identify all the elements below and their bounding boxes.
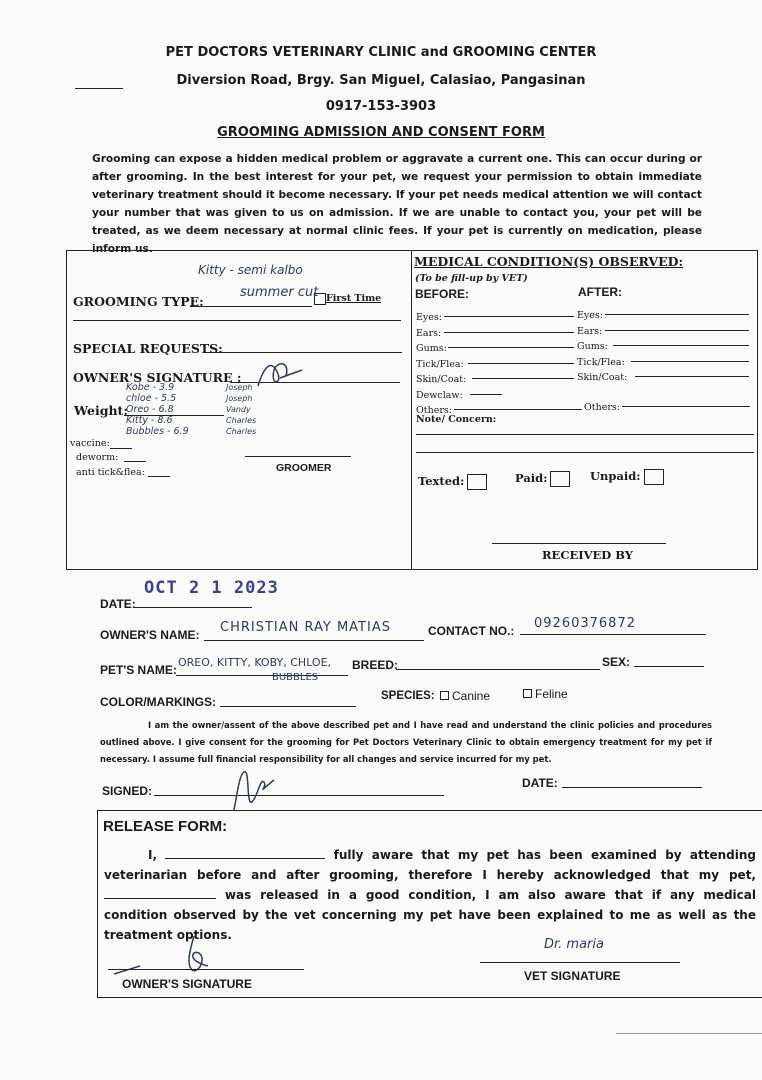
after-field[interactable]: Ears: (577, 319, 749, 335)
before-field[interactable]: Eyes: (416, 305, 576, 321)
box-divider (411, 250, 412, 570)
after-field[interactable]: Tick/Flea: (577, 350, 749, 366)
species-label: SPECIES: (381, 690, 435, 702)
paid-checkbox[interactable] (550, 471, 570, 487)
after-fields (577, 303, 749, 381)
consent-paragraph: I am the owner/assent of the above described pet and I have read and understand the clinic policies and procedures outlined above. I give consent for the grooming for Pet Doctors Veterinary Clinic to obtain emergency treatment for my pet if necessary. I assume full financial responsibility for all changes and service incurred for my pet. (100, 720, 712, 764)
form-title: GROOMING ADMISSION AND CONSENT FORM (217, 125, 545, 140)
vet-signature-label: VET SIGNATURE (524, 969, 621, 983)
before-field[interactable]: Others: (416, 398, 576, 414)
sex-label: SEX: (602, 655, 631, 669)
release-paragraph: I, fully aware that my pet has been examined by attending veterinarian before and after grooming, therefore I hereby acknowledged that my pet, was released in a good condition, I am also aware that if any medical condition observed by the vet concerning my pet have been explained to me as well as the treatment options. (104, 848, 756, 942)
unpaid-checkbox[interactable] (644, 469, 664, 485)
texted-checkbox[interactable] (467, 474, 487, 490)
before-label: BEFORE: (415, 287, 469, 301)
before-field[interactable]: Ears: (416, 321, 576, 337)
texted-field: Texted: (418, 474, 487, 490)
deworm-label: deworm: (76, 452, 119, 463)
unpaid-field: Unpaid: (590, 469, 664, 485)
weight-entry: Kobe - 3.9 Joseph (126, 382, 253, 393)
clinic-phone: 0917-153-3903 (325, 99, 437, 114)
note-label: Note/ Concern: (416, 414, 497, 425)
weight-label: Weight: (74, 403, 128, 418)
species-feline[interactable]: Feline (523, 687, 568, 701)
after-label: AFTER: (578, 285, 622, 299)
owners-signature-label: OWNER'S SIGNATURE : (73, 370, 242, 385)
grooming-type-hw1: Kitty - semi kalbo (198, 263, 303, 277)
grooming-type-hw2: summer cut (240, 285, 319, 300)
after-field[interactable]: Skin/Coat: (577, 365, 749, 381)
weight-entry: chloe - 5.5 Joseph (126, 393, 253, 404)
feline-checkbox[interactable] (523, 689, 532, 698)
owner-signature-label: OWNER'S SIGNATURE (122, 977, 252, 991)
clinic-name: PET DOCTORS VETERINARY CLINIC and GROOMING CENTER (165, 45, 597, 60)
release-title: RELEASE FORM: (103, 818, 228, 835)
date-stamp: OCT 2 1 2023 (144, 578, 279, 598)
date-label: DATE: (100, 597, 136, 611)
weight-list (126, 382, 286, 437)
before-field[interactable]: Dewclaw: (416, 383, 576, 399)
release-owner-blank[interactable] (165, 848, 325, 859)
owner-name-value: CHRISTIAN RAY MATIAS (220, 620, 391, 635)
owner-name-label: OWNER'S NAME: (100, 628, 200, 642)
weight-entry: Bubbles - 6.9 Charles (126, 426, 257, 437)
date2-label: DATE: (522, 776, 558, 790)
weight-entry: Kitty - 8.6 Charles (126, 415, 257, 426)
canine-checkbox[interactable] (440, 691, 449, 700)
release-pet-blank[interactable] (104, 888, 216, 899)
first-time-label: First Time (326, 293, 382, 304)
before-field[interactable]: Gums: (416, 336, 576, 352)
after-others-field[interactable]: Others: (584, 395, 750, 414)
clinic-address: Diversion Road, Brgy. San Miguel, Calasiao, Pangasinan (176, 73, 586, 88)
before-field[interactable]: Tick/Flea: (416, 352, 576, 368)
medical-title: MEDICAL CONDITION(S) OBSERVED: (414, 254, 684, 269)
pet-name-value: OREO, KITTY, KOBY, CHLOE, (178, 656, 332, 669)
groomer-label: GROOMER (276, 462, 332, 474)
after-field[interactable]: Eyes: (577, 303, 749, 319)
anti-tick-label: anti tick&flea: (76, 467, 145, 478)
after-field[interactable]: Gums: (577, 334, 749, 350)
before-fields (416, 305, 576, 414)
signed-signature-mark (224, 766, 284, 816)
signed-label: SIGNED: (102, 784, 153, 798)
vaccine-label: vaccine: (70, 438, 110, 449)
weight-entry: Oreo - 6.8 Vandy (126, 404, 251, 415)
color-markings-label: COLOR/MARKINGS: (100, 695, 216, 709)
before-field[interactable]: Skin/Coat: (416, 367, 576, 383)
pet-name-value-2: BUBBLES (272, 672, 319, 683)
vet-signature-mark: Dr. maria (544, 937, 604, 952)
paid-field: Paid: (515, 471, 570, 487)
first-time-checkbox[interactable] (314, 293, 326, 305)
breed-label: BREED: (352, 658, 399, 672)
medical-subtitle: (To be fill-up by VET) (415, 273, 528, 284)
release-owner-signature-mark (110, 930, 230, 980)
stray-mark (75, 88, 123, 89)
special-requests-label: SPECIAL REQUESTS: (73, 341, 223, 356)
received-by-label: RECEIVED BY (542, 548, 634, 562)
contact-label: CONTACT NO.: (428, 624, 515, 638)
pet-name-label: PET'S NAME: (100, 663, 177, 677)
contact-value: 09260376872 (534, 616, 636, 631)
intro-paragraph: Grooming can expose a hidden medical problem or aggravate a current one. This can occur during or after grooming. In the best interest for your pet, we request your permission to obtain immediate veterinary treatment should it become necessary. If your pet needs medical attention we will contact your number that was given to us on admission. If we are unable to contact you, your pet will be treated, as we deem necessary at normal clinic fees. If your pet is currently on medication, please inform us. (92, 153, 702, 255)
grooming-type-label: GROOMING TYPE: (73, 294, 204, 309)
species-canine[interactable]: Canine (440, 689, 490, 703)
